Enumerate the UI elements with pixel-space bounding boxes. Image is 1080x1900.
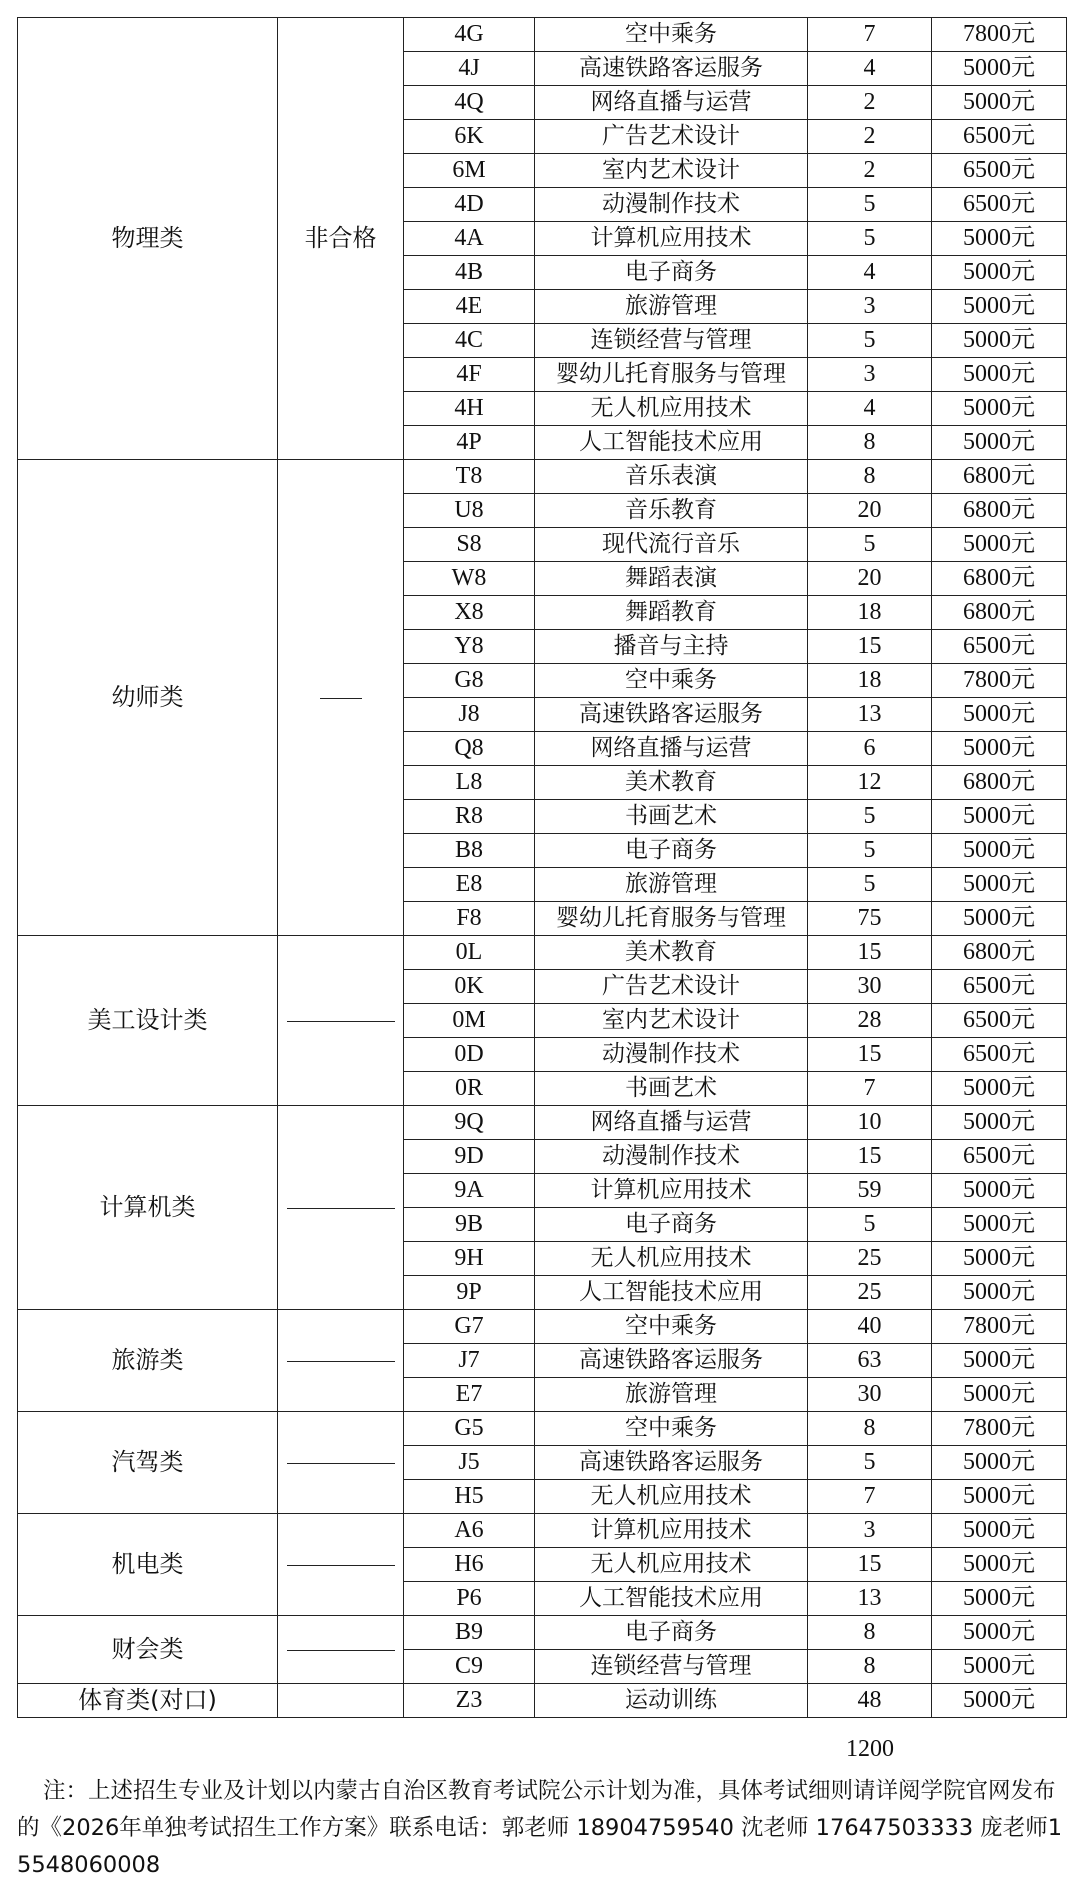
code-cell: 9A [404,1174,535,1208]
plan-count-cell: 75 [808,902,932,936]
code-cell: 0M [404,1004,535,1038]
plan-count-cell: 2 [808,154,932,188]
tuition-cell: 5000元 [932,868,1067,902]
major-name-cell: 书画艺术 [535,800,808,834]
code-cell: 0R [404,1072,535,1106]
tuition-cell: 5000元 [932,1650,1067,1684]
major-name-cell: 空中乘务 [535,18,808,52]
tuition-cell: 6800元 [932,562,1067,596]
plan-count-cell: 15 [808,1038,932,1072]
tuition-cell: 5000元 [932,222,1067,256]
code-cell: 6K [404,120,535,154]
plan-count-cell: 7 [808,1480,932,1514]
major-name-cell: 音乐教育 [535,494,808,528]
code-cell: Z3 [404,1684,535,1718]
major-name-cell: 电子商务 [535,1208,808,1242]
major-name-cell: 人工智能技术应用 [535,426,808,460]
plan-count-cell: 5 [808,1446,932,1480]
major-name-cell: 人工智能技术应用 [535,1276,808,1310]
code-cell: 9H [404,1242,535,1276]
category-cell: 美工设计类 [18,936,278,1106]
tuition-cell: 5000元 [932,324,1067,358]
code-cell: H5 [404,1480,535,1514]
plan-count-cell: 8 [808,1650,932,1684]
plan-count-cell: 8 [808,1616,932,1650]
major-name-cell: 电子商务 [535,834,808,868]
code-cell: Q8 [404,732,535,766]
code-cell: 4C [404,324,535,358]
dash-placeholder [287,1565,395,1566]
major-name-cell: 音乐表演 [535,460,808,494]
code-cell: 0K [404,970,535,1004]
major-name-cell: 电子商务 [535,256,808,290]
plan-count-cell: 8 [808,426,932,460]
tuition-cell: 5000元 [932,426,1067,460]
tuition-cell: 5000元 [932,1616,1067,1650]
major-name-cell: 高速铁路客运服务 [535,1344,808,1378]
code-cell: G5 [404,1412,535,1446]
subcategory-cell [278,1684,404,1718]
tuition-cell: 6800元 [932,596,1067,630]
plan-count-cell: 7 [808,1072,932,1106]
plan-count-cell: 5 [808,222,932,256]
plan-count-cell: 2 [808,86,932,120]
major-name-cell: 旅游管理 [535,868,808,902]
code-cell: J5 [404,1446,535,1480]
major-name-cell: 网络直播与运营 [535,732,808,766]
footnote: 注：上述招生专业及计划以内蒙古自治区教育考试院公示计划为准，具体考试细则请详阅学院官网发布的《2026年单独考试招生工作方案》联系电话：郭老师 18904759540 沈老师 17647503333 庞老师15548060008 [17,1778,1063,1878]
code-cell: 9Q [404,1106,535,1140]
code-cell: 4F [404,358,535,392]
plan-count-cell: 5 [808,800,932,834]
code-cell: 9P [404,1276,535,1310]
tuition-cell: 5000元 [932,256,1067,290]
tuition-cell: 6800元 [932,766,1067,800]
code-cell: E8 [404,868,535,902]
dash-placeholder [287,1650,395,1651]
category-cell: 旅游类 [18,1310,278,1412]
total-count: 1200 [846,1736,894,1762]
dash-placeholder [287,1463,395,1464]
plan-count-cell: 7 [808,18,932,52]
subcategory-cell [278,1106,404,1310]
table-body [18,18,1067,1718]
major-name-cell: 无人机应用技术 [535,1242,808,1276]
table-row [18,1684,1067,1718]
major-name-cell: 无人机应用技术 [535,1548,808,1582]
major-name-cell: 广告艺术设计 [535,120,808,154]
plan-count-cell: 5 [808,1208,932,1242]
tuition-cell: 6800元 [932,460,1067,494]
code-cell: X8 [404,596,535,630]
plan-count-cell: 18 [808,596,932,630]
major-name-cell: 书画艺术 [535,1072,808,1106]
plan-count-cell: 4 [808,392,932,426]
major-name-cell: 美术教育 [535,936,808,970]
category-cell: 物理类 [18,18,278,460]
enrollment-plan-table-container [17,17,1066,1718]
tuition-cell: 7800元 [932,1310,1067,1344]
code-cell: G7 [404,1310,535,1344]
code-cell: B9 [404,1616,535,1650]
tuition-cell: 5000元 [932,1378,1067,1412]
plan-count-cell: 4 [808,52,932,86]
code-cell: C9 [404,1650,535,1684]
tuition-cell: 6800元 [932,936,1067,970]
plan-count-cell: 15 [808,1140,932,1174]
code-cell: E7 [404,1378,535,1412]
code-cell: J8 [404,698,535,732]
code-cell: W8 [404,562,535,596]
major-name-cell: 计算机应用技术 [535,222,808,256]
tuition-cell: 7800元 [932,664,1067,698]
code-cell: 4A [404,222,535,256]
major-name-cell: 电子商务 [535,1616,808,1650]
tuition-cell: 5000元 [932,1174,1067,1208]
plan-count-cell: 3 [808,290,932,324]
tuition-cell: 5000元 [932,1208,1067,1242]
plan-count-cell: 8 [808,1412,932,1446]
tuition-cell: 5000元 [932,834,1067,868]
code-cell: 4P [404,426,535,460]
major-name-cell: 空中乘务 [535,1310,808,1344]
major-name-cell: 连锁经营与管理 [535,324,808,358]
tuition-cell: 7800元 [932,18,1067,52]
plan-count-cell: 28 [808,1004,932,1038]
code-cell: A6 [404,1514,535,1548]
major-name-cell: 舞蹈教育 [535,596,808,630]
major-name-cell: 婴幼儿托育服务与管理 [535,902,808,936]
tuition-cell: 6500元 [932,630,1067,664]
tuition-cell: 5000元 [932,1242,1067,1276]
plan-count-cell: 15 [808,1548,932,1582]
code-cell: 6M [404,154,535,188]
tuition-cell: 6800元 [932,494,1067,528]
enrollment-plan-table [17,17,1067,1718]
tuition-cell: 5000元 [932,358,1067,392]
major-name-cell: 动漫制作技术 [535,1038,808,1072]
plan-count-cell: 30 [808,1378,932,1412]
table-row [18,936,1067,970]
tuition-cell: 5000元 [932,52,1067,86]
code-cell: J7 [404,1344,535,1378]
code-cell: U8 [404,494,535,528]
major-name-cell: 婴幼儿托育服务与管理 [535,358,808,392]
tuition-cell: 5000元 [932,1514,1067,1548]
plan-count-cell: 3 [808,1514,932,1548]
table-row [18,1412,1067,1446]
code-cell: R8 [404,800,535,834]
code-cell: T8 [404,460,535,494]
major-name-cell: 空中乘务 [535,1412,808,1446]
dash-placeholder [287,1021,395,1022]
major-name-cell: 无人机应用技术 [535,392,808,426]
plan-count-cell: 3 [808,358,932,392]
category-cell: 计算机类 [18,1106,278,1310]
code-cell: 9D [404,1140,535,1174]
code-cell: F8 [404,902,535,936]
code-cell: 4J [404,52,535,86]
plan-count-cell: 13 [808,1582,932,1616]
tuition-cell: 6500元 [932,154,1067,188]
code-cell: B8 [404,834,535,868]
major-name-cell: 美术教育 [535,766,808,800]
code-cell: L8 [404,766,535,800]
dash-placeholder [287,1361,395,1362]
tuition-cell: 5000元 [932,1106,1067,1140]
tuition-cell: 6500元 [932,1004,1067,1038]
tuition-cell: 5000元 [932,290,1067,324]
tuition-cell: 5000元 [932,902,1067,936]
plan-count-cell: 10 [808,1106,932,1140]
tuition-cell: 5000元 [932,528,1067,562]
dash-placeholder [287,1208,395,1209]
major-name-cell: 室内艺术设计 [535,1004,808,1038]
tuition-cell: 6500元 [932,1140,1067,1174]
category-cell: 幼师类 [18,460,278,936]
code-cell: 0L [404,936,535,970]
category-cell: 财会类 [18,1616,278,1684]
major-name-cell: 空中乘务 [535,664,808,698]
plan-count-cell: 18 [808,664,932,698]
dash-placeholder [320,698,362,699]
plan-count-cell: 5 [808,324,932,358]
table-row [18,18,1067,52]
code-cell: 4D [404,188,535,222]
table-row [18,1106,1067,1140]
major-name-cell: 高速铁路客运服务 [535,698,808,732]
major-name-cell: 计算机应用技术 [535,1174,808,1208]
plan-count-cell: 8 [808,460,932,494]
code-cell: 4E [404,290,535,324]
tuition-cell: 5000元 [932,1446,1067,1480]
code-cell: H6 [404,1548,535,1582]
code-cell: G8 [404,664,535,698]
table-row [18,1514,1067,1548]
major-name-cell: 运动训练 [535,1684,808,1718]
subcategory-cell [278,1514,404,1616]
major-name-cell: 人工智能技术应用 [535,1582,808,1616]
plan-count-cell: 5 [808,528,932,562]
category-cell: 汽驾类 [18,1412,278,1514]
plan-count-cell: 40 [808,1310,932,1344]
tuition-cell: 6500元 [932,188,1067,222]
major-name-cell: 网络直播与运营 [535,1106,808,1140]
code-cell: 4H [404,392,535,426]
tuition-cell: 5000元 [932,1548,1067,1582]
tuition-cell: 7800元 [932,1412,1067,1446]
tuition-cell: 6500元 [932,970,1067,1004]
table-row [18,460,1067,494]
tuition-cell: 5000元 [932,1344,1067,1378]
plan-count-cell: 5 [808,834,932,868]
tuition-cell: 5000元 [932,1480,1067,1514]
tuition-cell: 5000元 [932,392,1067,426]
major-name-cell: 高速铁路客运服务 [535,1446,808,1480]
plan-count-cell: 25 [808,1276,932,1310]
plan-count-cell: 48 [808,1684,932,1718]
tuition-cell: 5000元 [932,1072,1067,1106]
major-name-cell: 室内艺术设计 [535,154,808,188]
code-cell: 4G [404,18,535,52]
code-cell: S8 [404,528,535,562]
major-name-cell: 动漫制作技术 [535,188,808,222]
code-cell: 4Q [404,86,535,120]
subcategory-cell [278,1412,404,1514]
tuition-cell: 5000元 [932,1684,1067,1718]
table-row [18,1310,1067,1344]
major-name-cell: 高速铁路客运服务 [535,52,808,86]
tuition-cell: 5000元 [932,732,1067,766]
major-name-cell: 广告艺术设计 [535,970,808,1004]
plan-count-cell: 13 [808,698,932,732]
tuition-cell: 5000元 [932,1582,1067,1616]
major-name-cell: 现代流行音乐 [535,528,808,562]
subcategory-cell [278,1616,404,1684]
code-cell: Y8 [404,630,535,664]
tuition-cell: 5000元 [932,86,1067,120]
plan-count-cell: 5 [808,188,932,222]
category-cell: 机电类 [18,1514,278,1616]
tuition-cell: 6500元 [932,1038,1067,1072]
tuition-cell: 6500元 [932,120,1067,154]
tuition-cell: 5000元 [932,800,1067,834]
major-name-cell: 动漫制作技术 [535,1140,808,1174]
tuition-cell: 5000元 [932,698,1067,732]
plan-count-cell: 30 [808,970,932,1004]
major-name-cell: 连锁经营与管理 [535,1650,808,1684]
code-cell: 9B [404,1208,535,1242]
major-name-cell: 播音与主持 [535,630,808,664]
code-cell: 0D [404,1038,535,1072]
plan-count-cell: 15 [808,936,932,970]
plan-count-cell: 12 [808,766,932,800]
subcategory-cell [278,460,404,936]
subcategory-cell [278,1310,404,1412]
major-name-cell: 计算机应用技术 [535,1514,808,1548]
code-cell: 4B [404,256,535,290]
major-name-cell: 旅游管理 [535,1378,808,1412]
plan-count-cell: 63 [808,1344,932,1378]
category-cell: 体育类(对口) [18,1684,278,1718]
plan-count-cell: 59 [808,1174,932,1208]
plan-count-cell: 25 [808,1242,932,1276]
major-name-cell: 无人机应用技术 [535,1480,808,1514]
plan-count-cell: 6 [808,732,932,766]
plan-count-cell: 4 [808,256,932,290]
tuition-cell: 5000元 [932,1276,1067,1310]
plan-count-cell: 15 [808,630,932,664]
subcategory-cell [278,936,404,1106]
plan-count-cell: 5 [808,868,932,902]
plan-count-cell: 2 [808,120,932,154]
major-name-cell: 旅游管理 [535,290,808,324]
major-name-cell: 舞蹈表演 [535,562,808,596]
major-name-cell: 网络直播与运营 [535,86,808,120]
subcategory-cell: 非合格 [278,18,404,460]
code-cell: P6 [404,1582,535,1616]
plan-count-cell: 20 [808,562,932,596]
plan-count-cell: 20 [808,494,932,528]
table-row [18,1616,1067,1650]
